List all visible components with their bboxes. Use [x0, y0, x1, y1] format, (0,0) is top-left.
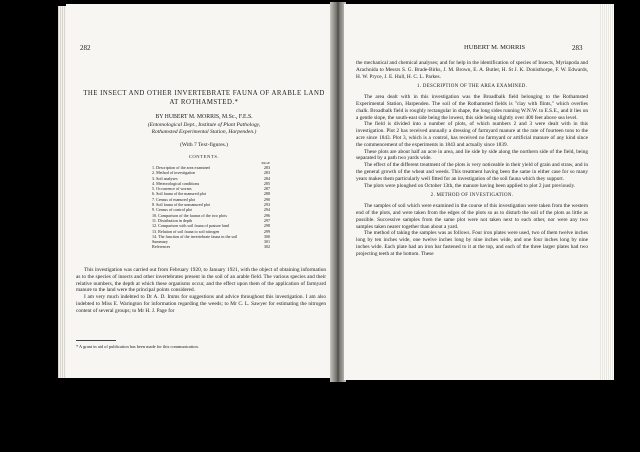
toc-entry-label: 14. The function of the invertebrate fauna in the soil	[152, 233, 238, 239]
toc-entry-page: 299	[263, 228, 270, 234]
toc-entry-label: References	[152, 244, 171, 250]
left-body-text	[76, 267, 326, 315]
toc-entry-label: 13. Relation of soil fauna to soil nitrogen	[152, 228, 220, 234]
toc-entry-label: 4. Meteorological conditions	[152, 180, 200, 186]
affiliation-line-2: Rothamsted Experimental Station, Harpenden.)	[151, 129, 257, 135]
toc-entry-page: 293	[263, 202, 270, 208]
toc-entry-page: 287	[263, 186, 270, 192]
toc-entry-page: 298	[263, 223, 270, 229]
toc-entry-label: 10. Comparison of the faunas of the two plots	[152, 212, 227, 218]
left-page	[66, 4, 334, 378]
affiliation-line-1: (Entomological Dept., Institute of Plant Pathology,	[147, 122, 261, 128]
toc-list	[152, 165, 270, 250]
toc-entry-label: 9. Census of control plot	[152, 207, 193, 213]
section-2-heading: 2. METHOD OF INVESTIGATION.	[430, 193, 514, 199]
toc-entry-page: 297	[263, 217, 270, 223]
section-1-paragraph: The area dealt with in this investigation was the Broadbalk field belonging to the Rothamsted Experimental Station, Harpenden. The soil of the Rothamsted fields is "clay with flints," which overlies chalk. Broadbalk field is roughly rectangular in shape, the long sides running W.N.W. to E.S.E., and it lies on a gentle slope, the south-east side being the lowest, this side being slightly over 400 feet above sea level.	[356, 94, 588, 121]
section-1-paragraph: The effect of the different treatment of the plots is very noticeable in their yield of grain and straw, and in the general growth of the wheat and weeds. This treatment having been the same in either case for so many years makes them particularly well fitted for an investigation of the soil fauna which they support.	[356, 162, 588, 182]
toc-entry-label: 6. Soil fauna of the manured plot	[152, 191, 207, 197]
toc-entry-page: 302	[263, 244, 270, 250]
toc-entry-page: 285	[263, 180, 270, 186]
left-page-number: 282	[80, 44, 91, 52]
section-2-paragraph: The samples of soil which were examined in the course of this investigation were taken from the western end of the plots, and were taken from the edges of the plots so as to disturb the soil of the plots as little as possible. Successive samples from the same plot were not taken next to each other, nor were any two samples taken nearer together than about a yard.	[356, 203, 588, 230]
toc-entry-label: Summary	[152, 239, 168, 245]
figures-note: (With 7 Text-figures.)	[179, 142, 228, 148]
toc-entry-label: 12. Comparison with soil fauna of pasture land	[152, 223, 229, 229]
toc-entry-page: 284	[263, 175, 270, 181]
toc-entry-label: 1. Description of the area examined	[152, 165, 211, 170]
section-1-paragraph: The field is divided into a number of plots, of which numbers 2 and 3 were dealt with in this investigation. Plot 2 has received annually a dressing of farmyard manure at the rate of fourteen tons to the acre since 1843. Plot 3, which is a control, has received no farmyard or artificial manure of any kind since the commencement of the experiments in 1843 and actually since 1839.	[356, 121, 588, 148]
footnote-rule	[76, 340, 116, 341]
article-title: THE INSECT AND OTHER INVERTEBRATE FAUNA OF ARABLE LAND AT ROTHAMSTED.*	[83, 90, 325, 106]
affiliation	[82, 122, 326, 136]
right-body-text	[356, 60, 588, 258]
toc-entry-page: 290	[263, 196, 270, 202]
toc-entry-page: 294	[263, 207, 270, 213]
author-line: BY HUBERT M. MORRIS, M.Sc., F.E.S.	[155, 114, 253, 120]
toc-entry-page: 300	[263, 233, 270, 239]
toc-entry-label: 3. Soil analyses	[152, 175, 178, 181]
right-page-edges	[598, 4, 614, 380]
right-page	[344, 4, 600, 380]
toc-entry-label: 8. Soil fauna of the unmanured plot	[152, 202, 211, 208]
section-1-heading: 1. DESCRIPTION OF THE AREA EXAMINED.	[416, 84, 528, 90]
body-paragraph: I am very much indebted to Dr A. D. Imms for suggestions and advice throughout this investigation. I am also indebted to Miss E. Warington for information regarding the weeds; to Mr C. L. Sawyer for estimating the nitrogen content of several groups; to Mr H. J. Page for	[76, 294, 326, 314]
intro-paragraph: the mechanical and chemical analyses; and for help in the identification of species of Insects, Myriapoda and Arachnida to Messrs S. G. Brade-Birks, J. M. Brown, E. A. Butler, H. St J. K. Donisthorpe, F. W. Edwards, H. W. Pryce, J. E. Hull, H. C. L. Parkes.	[356, 60, 588, 80]
toc-entry-page: 296	[263, 212, 270, 218]
body-paragraph: This investigation was carried out from February 1920, to January 1921, with the object of obtaining information as to the species of insects and other invertebrates present in the soil of an arable field. The various species and their relative numbers, the depth at which these organisms occur, and the effect upon them of the application of farmyard manure to the land were the principal points considered.	[76, 267, 326, 294]
toc-entry-page: 283	[263, 165, 270, 170]
toc-entry-page: 288	[263, 191, 270, 197]
table-of-contents	[152, 161, 270, 250]
section-1-paragraph: These plots are about half an acre in area, and lie side by side along the northern side of the field, being separated by a path two yards wide.	[356, 148, 588, 162]
toc-entry-label: 2. Method of investigation	[152, 170, 196, 176]
toc-entry-label: 5. Occurrence of worms	[152, 186, 192, 192]
toc-entry-page: 283	[263, 170, 270, 176]
toc-entry-page: 301	[263, 239, 270, 245]
running-header: HUBERT M. MORRIS	[464, 44, 526, 51]
section-2-paragraph: The method of taking the samples was as follows. Four iron plates were used, two of them twelve inches long by ten inches wide, one twelve inches long by nine inches wide, and one four inches long by nine inches wide. Each plate had an iron bar fastened to it at the top, and each of the three larger plates had two projecting teeth at the bottom. These	[356, 230, 588, 257]
section-1-paragraph: The plots were ploughed on October 13th, the manure having been applied to plot 2 just previously.	[364, 182, 576, 189]
toc-entry-label: 7. Census of manured plot	[152, 196, 196, 202]
contents-heading: CONTENTS.	[188, 154, 220, 159]
right-page-number: 283	[572, 44, 583, 52]
toc-entry-label: 11. Distribution in depth	[152, 217, 193, 223]
toc-page-heading: PAGE	[261, 161, 270, 165]
toc-row	[152, 244, 270, 249]
footnote: * A grant in aid of publication has been made for this communication.	[76, 344, 199, 349]
